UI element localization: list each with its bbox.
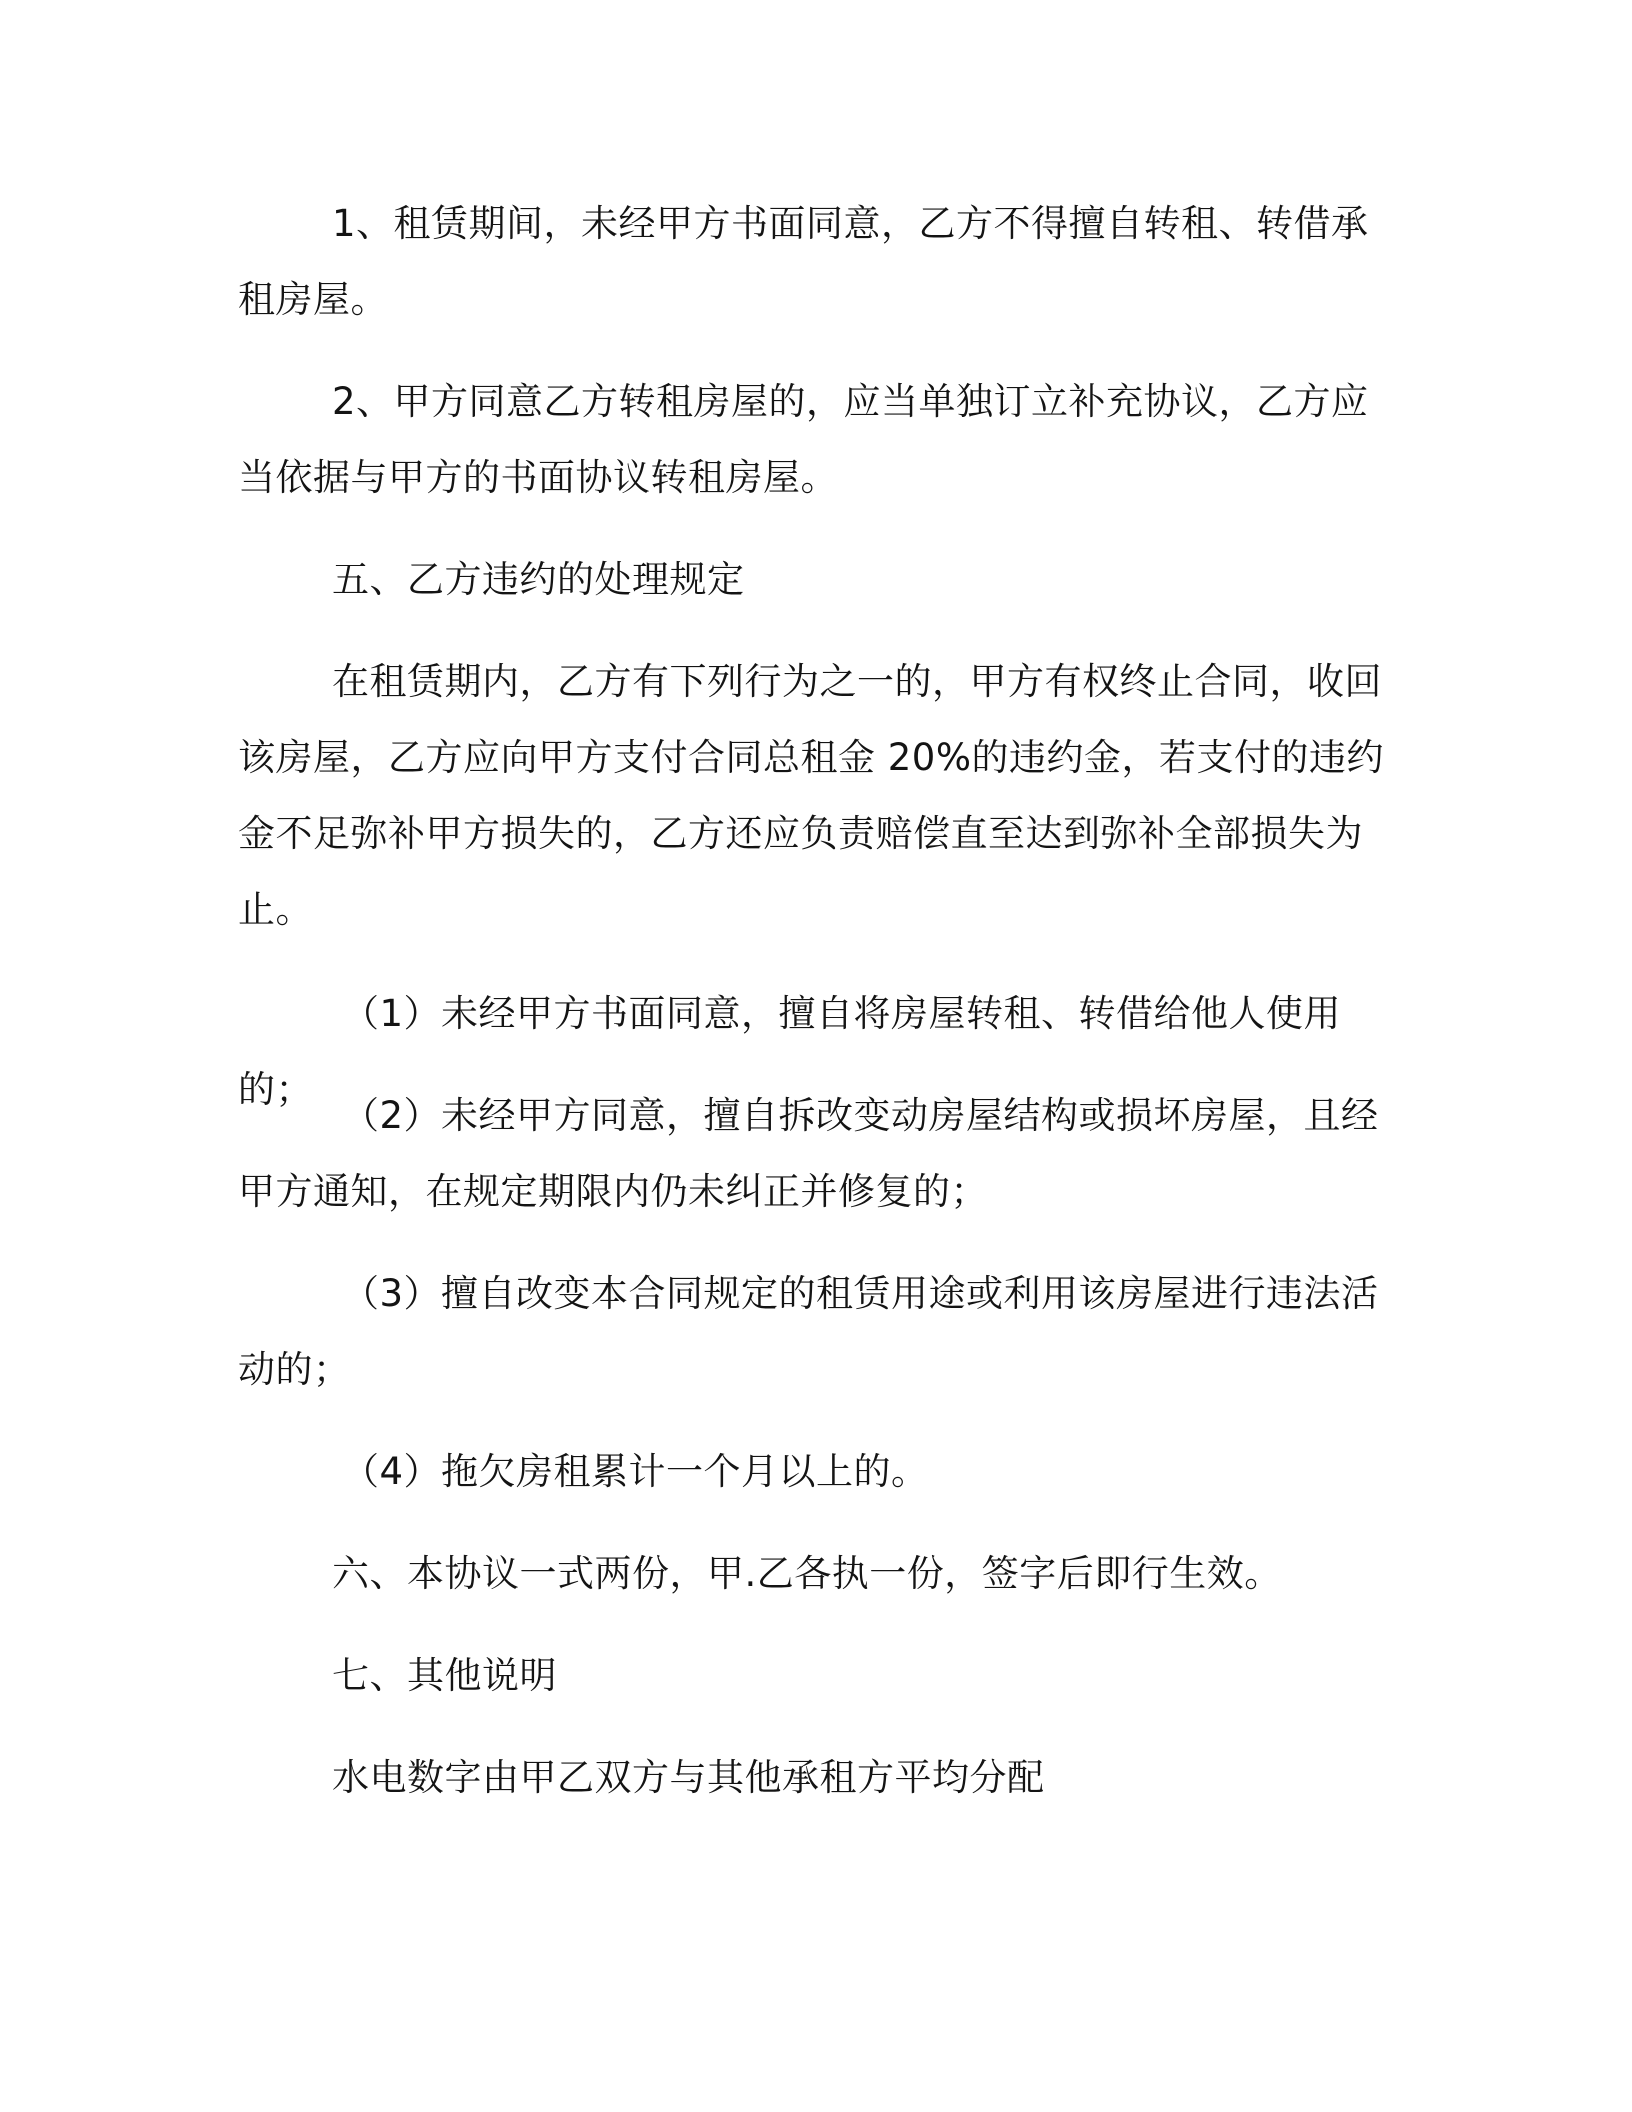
breach-item-3: （3）擅自改变本合同规定的租赁用途或利用该房屋进行违法活动的；	[238, 1272, 1379, 1391]
breach-item-4: （4）拖欠房租累计一个月以上的。	[342, 1450, 929, 1493]
section-5-heading: 五、乙方违约的处理规定	[332, 558, 745, 601]
breach-item-2: （2）未经甲方同意，擅自拆改变动房屋结构或损坏房屋，且经甲方通知，在规定期限内仍未纠正并修复的；	[238, 1094, 1379, 1213]
clause-2-sublease-agreement: 2、甲方同意乙方转租房屋的，应当单独订立补充协议，乙方应当依据与甲方的书面协议转租房屋。	[238, 380, 1369, 499]
utilities-note: 水电数字由甲乙双方与其他承租方平均分配	[332, 1756, 1045, 1799]
breach-item-1: （1）未经甲方书面同意，擅自将房屋转租、转借给他人使用的；	[238, 992, 1342, 1111]
section-5-body: 在租赁期内，乙方有下列行为之一的，甲方有权终止合同，收回该房屋，乙方应向甲方支付合同总租金 20%的违约金，若支付的违约金不足弥补甲方损失的，乙方还应负责赔偿直至达到弥补全部损失为止。	[238, 660, 1384, 931]
clause-1-sublease-consent: 1、租赁期间，未经甲方书面同意，乙方不得擅自转租、转借承租房屋。	[238, 202, 1369, 321]
section-6-effectiveness: 六、本协议一式两份，甲.乙各执一份，签字后即行生效。	[332, 1552, 1282, 1595]
section-7-heading: 七、其他说明	[332, 1654, 557, 1697]
